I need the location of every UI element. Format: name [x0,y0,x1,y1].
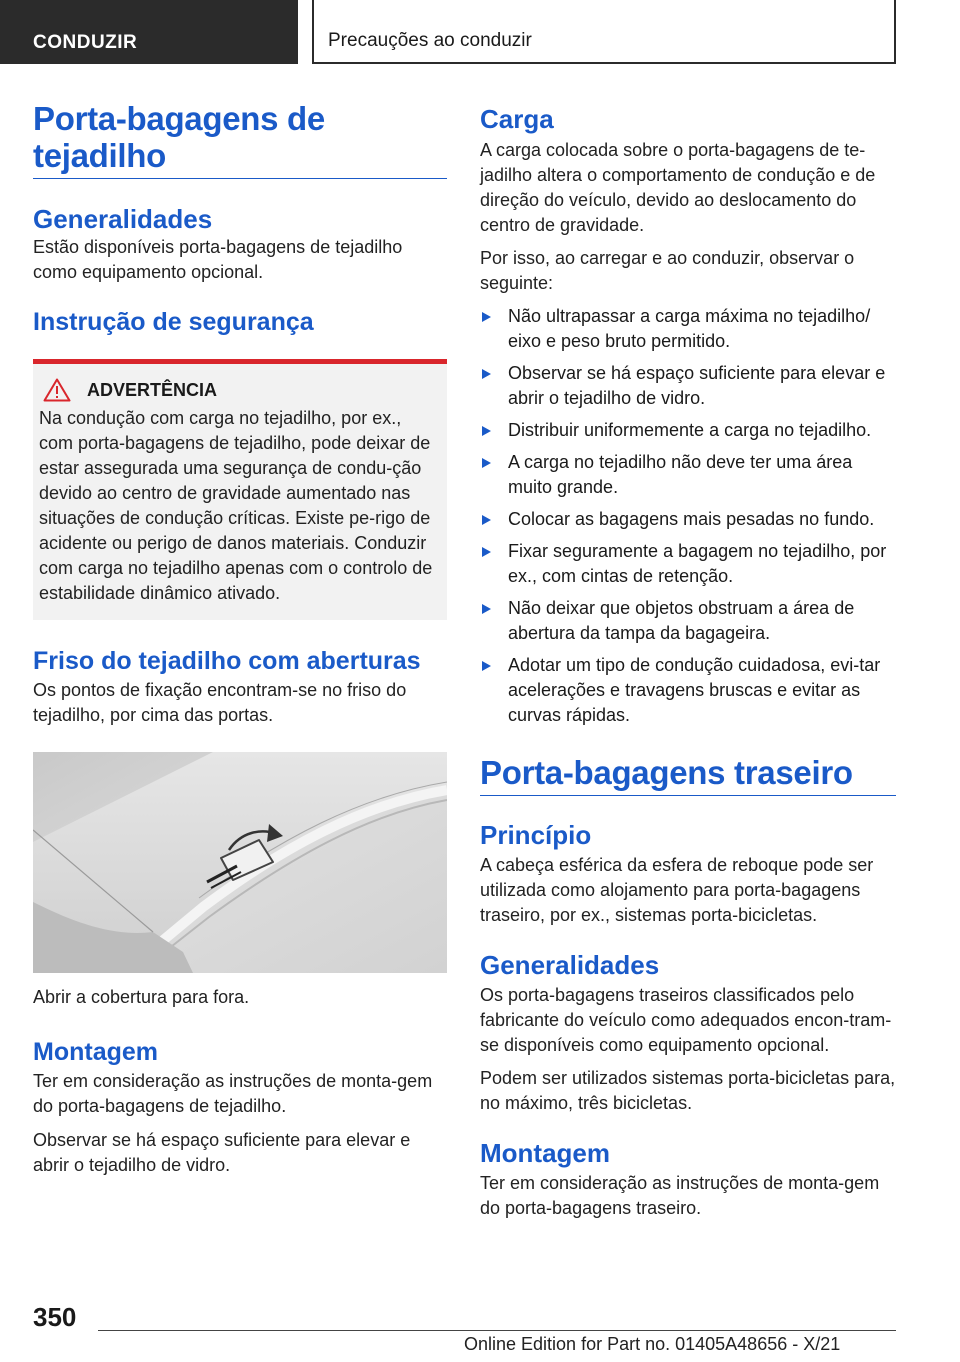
load-instructions-list [480,304,896,728]
roof-rail-text: Os pontos de fixação encontram-se no friso do tejadilho, por cima das portas. [33,679,407,725]
list-item: Adotar um tipo de condução cuidadosa, evi-tar acelerações e travagens bruscas e evitar as curvas rápidas. [480,653,896,728]
image-caption: Abrir a cobertura para fora. [33,986,250,1007]
warning-header [39,378,439,402]
bullet-triangle-icon [482,369,491,379]
principle-text: A cabeça esférica da esfera de reboque pode ser utilizada como alojamento para porta-bagagens traseiro, por ex., sistemas porta-bicicletas. [480,855,874,925]
load-text-2: Por isso, ao carregar e ao conduzir, observar o seguinte: [480,248,855,293]
load-text-1: A carga colocada sobre o porta-bagagens de te-jadilho altera o comportamento de condução e de direção do veículo, devido ao deslocamento do centro de gravidade. [480,140,876,235]
rear-mounting-heading: Montagem [480,1138,610,1168]
bullet-triangle-icon [482,547,491,557]
general-heading: Generalidades [33,203,213,234]
warning-title: ADVERTÊNCIA [87,379,218,400]
bullet-triangle-icon [482,661,491,671]
footer-edition: Online Edition for Part no. 01405A48656 - X/21 [464,1334,841,1354]
rear-general-text-1: Os porta-bagagens traseiros classificados pelo fabricante do veículo como adequados encon-tram-se disponíveis como equipamento opcional. [480,985,892,1055]
list-item: Não deixar que objetos obstruam a área de abertura da tampa da bagageira. [480,596,896,646]
section-title: CONDUZIR [33,32,138,53]
safety-heading: Instrução de segurança [33,307,314,336]
left-column [33,100,447,1178]
mounting-text-2: Observar se há espaço suficiente para elevar e abrir o tejadilho de vidro. [33,1129,411,1175]
section-tab [0,0,298,64]
mounting-text-1: Ter em consideração as instruções de monta-gem do porta-bagagens de tejadilho. [33,1070,433,1116]
list-item: Colocar as bagagens mais pesadas no fundo. [480,507,896,532]
roof-rail-heading: Friso do tejadilho com aberturas [33,646,421,675]
list-item: Distribuir uniformemente a carga no tejadilho. [480,418,896,443]
right-column [480,104,896,1221]
rear-rack-title: Porta-bagagens traseiro [480,754,896,796]
warning-triangle-icon [43,378,71,402]
bullet-triangle-icon [482,312,491,322]
list-item: A carga no tejadilho não deve ter uma área muito grande. [480,450,896,500]
page-number: 350 [33,1302,77,1332]
roof-rack-title: Porta-bagagens de tejadilho [33,100,333,179]
rear-mounting-text: Ter em consideração as instruções de monta-gem do porta-bagagens traseiro. [480,1173,880,1218]
mounting-heading: Montagem [33,1037,158,1066]
principle-heading: Princípio [480,820,592,850]
list-item: Não ultrapassar a carga máxima no tejadilho/ eixo e peso bruto permitido. [480,304,896,354]
bullet-triangle-icon [482,426,491,436]
list-item: Fixar seguramente a bagagem no tejadilho, por ex., com cintas de retenção. [480,539,896,589]
footer-divider [98,1330,896,1331]
topic-tab [312,0,896,64]
rear-general-heading: Generalidades [480,950,660,980]
rear-general-text-2: Podem ser utilizados sistemas porta-bicicletas para, no máximo, três bicicletas. [480,1068,896,1113]
topic-title: Precauções ao conduzir [328,30,532,51]
general-text: Estão disponíveis porta-bagagens de tejadilho como equipamento opcional. [33,236,403,282]
bullet-triangle-icon [482,604,491,614]
list-item: Observar se há espaço suficiente para elevar e abrir o tejadilho de vidro. [480,361,896,411]
load-heading: Carga [480,104,554,134]
bullet-triangle-icon [482,515,491,525]
warning-box [33,359,447,620]
roof-rail-photo [33,752,447,973]
bullet-triangle-icon [482,458,491,468]
roof-rail-illustration [33,752,447,973]
warning-text: Na condução com carga no tejadilho, por ex., com porta-bagagens de tejadilho, pode deixar de estar assegurada uma segurança de condu-ção devido ao centro de gravidade aumentado nas situações de condução críticas. Existe pe-rigo de acidente ou perigo de danos materiais. Conduzir com carga no tejadilho apenas com o controlo de estabilidade dinâmico ativado. [39,407,433,603]
